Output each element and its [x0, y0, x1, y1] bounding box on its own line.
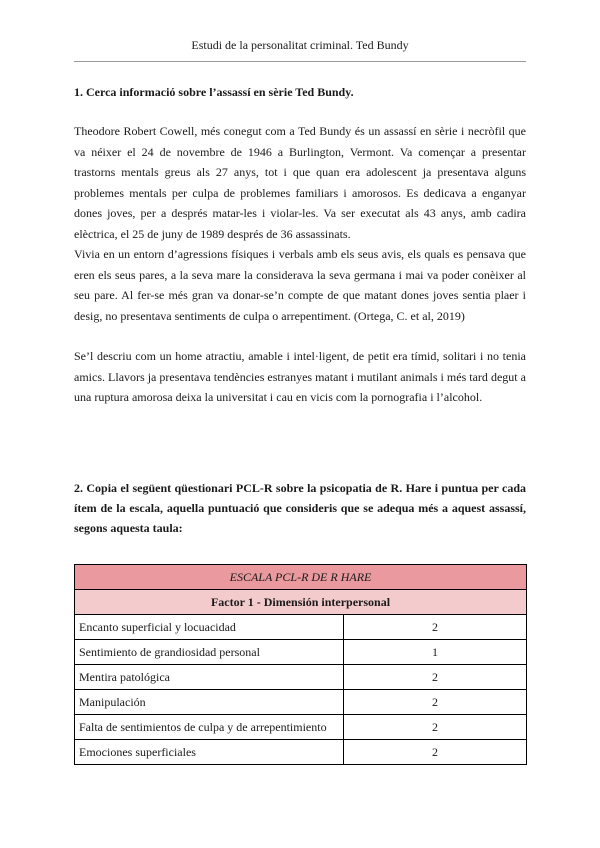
table-row: [75, 715, 527, 740]
header-divider: [74, 61, 526, 62]
paragraph-3: Se’l descriu com un home atractiu, amable i intel·ligent, de petit era tímid, solitari i no tenia amics. Llavors ja presentava tendències estranyes matant i mutilant animals i més tard degut a una ruptura amorosa deixa la universitat i cau en vicis com la pornografia i l’alcohol.: [74, 349, 526, 404]
table-cell-score: 1: [344, 640, 527, 665]
table-row: [75, 690, 527, 715]
table-cell-item: Falta de sentimientos de culpa y de arrepentimiento: [75, 715, 344, 740]
table-cell-item: Mentira patológica: [75, 665, 344, 690]
table-cell-score: 2: [344, 740, 527, 765]
table-scale-title: ESCALA PCL-R DE R HARE: [75, 565, 527, 590]
page-header: Estudi de la personalitat criminal. Ted Bundy: [191, 38, 409, 52]
table-cell-score: 2: [344, 615, 527, 640]
table-row: [75, 665, 527, 690]
table-factor-title: Factor 1 - Dimensión interpersonal: [75, 590, 527, 615]
pcl-r-table: [74, 564, 527, 765]
table-cell-item: Emociones superficiales: [75, 740, 344, 765]
paragraph-1: Theodore Robert Cowell, més conegut com a Ted Bundy és un assassí en sèrie i necròfil que va néixer el 24 de novembre de 1946 a Burlington, Vermont. Va començar a presentar trastorns mentals greus als 27 anys, tot i que quan era adolescent ja presentava alguns problemes mentals per culpa de problemes familiars i amorosos. Es dedicava a enganyar dones joves, per a després matar-les i violar-les. Va ser executat als 43 anys, amb cadira elèctrica, el 25 de juny de 1989 després de 36 assassinats.: [74, 124, 526, 241]
table-cell-item: Encanto superficial y locuacidad: [75, 615, 344, 640]
table-row: [75, 640, 527, 665]
table-cell-score: 2: [344, 715, 527, 740]
table-cell-item: Sentimiento de grandiosidad personal: [75, 640, 344, 665]
table-cell-score: 2: [344, 665, 527, 690]
question-1-title: 1. Cerca informació sobre l’assassí en sèrie Ted Bundy.: [74, 85, 354, 99]
paragraph-2: Vivia en un entorn d’agressions físiques i verbals amb els seus avis, els quals es pensava que eren els seus pares, a la seva mare la considerava la seva germana i mai va poder conèixer al seu pare. Al fer-se més gran va donar-se’n compte de que matant dones joves sentia plaer i desig, no presentava sentiments de culpa o arrepentiment. (Ortega, C. et al, 2019): [74, 247, 526, 323]
table-row: [75, 740, 527, 765]
table-cell-score: 2: [344, 690, 527, 715]
table-cell-item: Manipulación: [75, 690, 344, 715]
question-2-title: 2. Copia el següent qüestionari PCL-R sobre la psicopatia de R. Hare i puntua per cada ítem de la escala, aquella puntuació que consideris que se adequa més a aquest assassí, segons aquesta taula:: [74, 481, 526, 535]
table-row: [75, 615, 527, 640]
